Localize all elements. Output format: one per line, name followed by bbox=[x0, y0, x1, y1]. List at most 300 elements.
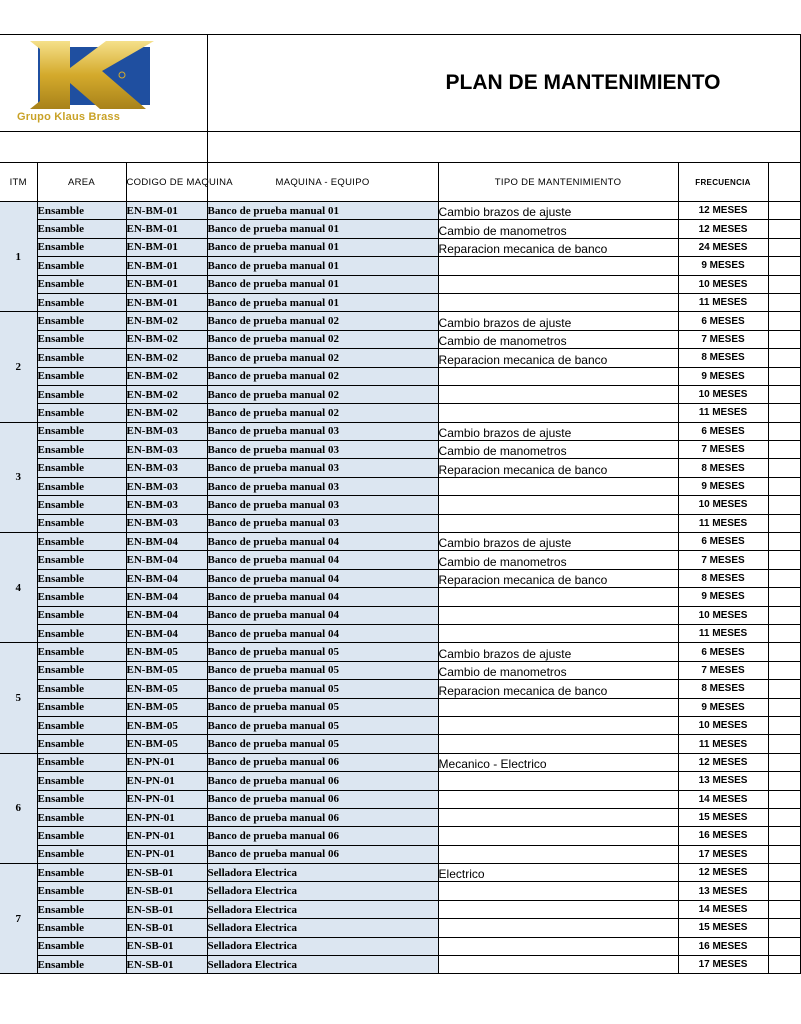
tipo-cell: Cambio de manometros bbox=[438, 441, 678, 459]
frecuencia-cell: 15 MESES bbox=[678, 808, 768, 826]
area-cell: Ensamble bbox=[37, 330, 126, 348]
codigo-cell: EN-BM-02 bbox=[126, 385, 207, 403]
maquina-cell: Banco de prueba manual 03 bbox=[207, 477, 438, 495]
col-header-tipo: TIPO DE MANTENIMIENTO bbox=[438, 163, 678, 202]
maquina-cell: Banco de prueba manual 04 bbox=[207, 533, 438, 551]
table-row bbox=[0, 900, 800, 918]
table-row bbox=[0, 716, 800, 734]
codigo-cell: EN-SB-01 bbox=[126, 882, 207, 900]
area-cell: Ensamble bbox=[37, 422, 126, 440]
tipo-cell bbox=[438, 808, 678, 826]
area-cell: Ensamble bbox=[37, 900, 126, 918]
area-cell: Ensamble bbox=[37, 624, 126, 642]
area-cell: Ensamble bbox=[37, 293, 126, 311]
spacer-cell-left bbox=[0, 132, 207, 163]
table-row bbox=[0, 293, 800, 311]
tipo-cell: Reparacion mecanica de banco bbox=[438, 680, 678, 698]
logo-cell bbox=[0, 35, 207, 132]
codigo-cell: EN-PN-01 bbox=[126, 827, 207, 845]
maquina-cell: Banco de prueba manual 05 bbox=[207, 735, 438, 753]
area-cell: Ensamble bbox=[37, 514, 126, 532]
title-row bbox=[0, 35, 800, 132]
area-cell: Ensamble bbox=[37, 772, 126, 790]
codigo-cell: EN-SB-01 bbox=[126, 956, 207, 974]
frecuencia-cell: 10 MESES bbox=[678, 385, 768, 403]
maquina-cell: Banco de prueba manual 04 bbox=[207, 624, 438, 642]
frecuencia-cell: 11 MESES bbox=[678, 624, 768, 642]
area-cell: Ensamble bbox=[37, 937, 126, 955]
table-row bbox=[0, 275, 800, 293]
frecuencia-cell: 11 MESES bbox=[678, 735, 768, 753]
table-row bbox=[0, 330, 800, 348]
maquina-cell: Banco de prueba manual 05 bbox=[207, 680, 438, 698]
table-row bbox=[0, 422, 800, 440]
maquina-cell: Banco de prueba manual 04 bbox=[207, 551, 438, 569]
table-row bbox=[0, 956, 800, 974]
frecuencia-cell: 7 MESES bbox=[678, 441, 768, 459]
codigo-cell: EN-BM-02 bbox=[126, 312, 207, 330]
codigo-cell: EN-PN-01 bbox=[126, 790, 207, 808]
area-cell: Ensamble bbox=[37, 698, 126, 716]
table-row bbox=[0, 257, 800, 275]
area-cell: Ensamble bbox=[37, 661, 126, 679]
table-row bbox=[0, 404, 800, 422]
table-row bbox=[0, 864, 800, 882]
codigo-cell: EN-BM-05 bbox=[126, 735, 207, 753]
maquina-cell: Banco de prueba manual 01 bbox=[207, 293, 438, 311]
maquina-cell: Banco de prueba manual 04 bbox=[207, 588, 438, 606]
table-row bbox=[0, 808, 800, 826]
extra-cell bbox=[768, 900, 800, 918]
itm-cell: 4 bbox=[0, 533, 37, 643]
codigo-cell: EN-BM-04 bbox=[126, 624, 207, 642]
extra-cell bbox=[768, 367, 800, 385]
tipo-cell bbox=[438, 496, 678, 514]
tipo-cell bbox=[438, 827, 678, 845]
spacer-cell-right bbox=[207, 132, 800, 163]
frecuencia-cell: 6 MESES bbox=[678, 312, 768, 330]
area-cell: Ensamble bbox=[37, 606, 126, 624]
frecuencia-cell: 6 MESES bbox=[678, 643, 768, 661]
extra-cell bbox=[768, 661, 800, 679]
extra-cell bbox=[768, 588, 800, 606]
maquina-cell: Banco de prueba manual 01 bbox=[207, 275, 438, 293]
area-cell: Ensamble bbox=[37, 202, 126, 220]
maquina-cell: Banco de prueba manual 06 bbox=[207, 808, 438, 826]
codigo-cell: EN-BM-04 bbox=[126, 551, 207, 569]
extra-cell bbox=[768, 385, 800, 403]
extra-cell bbox=[768, 956, 800, 974]
maquina-cell: Banco de prueba manual 02 bbox=[207, 312, 438, 330]
table-row bbox=[0, 680, 800, 698]
tipo-cell bbox=[438, 919, 678, 937]
itm-cell: 1 bbox=[0, 202, 37, 312]
table-row bbox=[0, 312, 800, 330]
area-cell: Ensamble bbox=[37, 680, 126, 698]
table-row bbox=[0, 385, 800, 403]
extra-cell bbox=[768, 808, 800, 826]
maquina-cell: Banco de prueba manual 03 bbox=[207, 496, 438, 514]
maquina-cell: Banco de prueba manual 03 bbox=[207, 459, 438, 477]
tipo-cell bbox=[438, 735, 678, 753]
area-cell: Ensamble bbox=[37, 551, 126, 569]
frecuencia-cell: 14 MESES bbox=[678, 900, 768, 918]
tipo-cell bbox=[438, 367, 678, 385]
codigo-cell: EN-BM-01 bbox=[126, 202, 207, 220]
extra-cell bbox=[768, 330, 800, 348]
codigo-cell: EN-BM-01 bbox=[126, 293, 207, 311]
itm-cell: 3 bbox=[0, 422, 37, 532]
frecuencia-cell: 12 MESES bbox=[678, 202, 768, 220]
table-row bbox=[0, 477, 800, 495]
codigo-cell: EN-BM-04 bbox=[126, 588, 207, 606]
frecuencia-cell: 11 MESES bbox=[678, 404, 768, 422]
area-cell: Ensamble bbox=[37, 459, 126, 477]
extra-cell bbox=[768, 459, 800, 477]
frecuencia-cell: 12 MESES bbox=[678, 864, 768, 882]
table-row bbox=[0, 753, 800, 771]
codigo-cell: EN-BM-01 bbox=[126, 275, 207, 293]
tipo-cell: Reparacion mecanica de banco bbox=[438, 459, 678, 477]
frecuencia-cell: 13 MESES bbox=[678, 772, 768, 790]
frecuencia-cell: 10 MESES bbox=[678, 716, 768, 734]
itm-cell: 6 bbox=[0, 753, 37, 863]
table-row bbox=[0, 569, 800, 587]
brand-name: Grupo Klaus Brass bbox=[17, 111, 121, 123]
maquina-cell: Banco de prueba manual 06 bbox=[207, 790, 438, 808]
area-cell: Ensamble bbox=[37, 864, 126, 882]
extra-cell bbox=[768, 864, 800, 882]
extra-cell bbox=[768, 238, 800, 256]
maquina-cell: Banco de prueba manual 01 bbox=[207, 238, 438, 256]
tipo-cell bbox=[438, 716, 678, 734]
table-row bbox=[0, 441, 800, 459]
codigo-cell: EN-BM-02 bbox=[126, 330, 207, 348]
itm-cell: 5 bbox=[0, 643, 37, 753]
extra-cell bbox=[768, 533, 800, 551]
col-header-itm: ITM bbox=[0, 163, 37, 202]
codigo-cell: EN-BM-02 bbox=[126, 367, 207, 385]
frecuencia-cell: 17 MESES bbox=[678, 845, 768, 863]
maquina-cell: Banco de prueba manual 02 bbox=[207, 404, 438, 422]
table-row bbox=[0, 845, 800, 863]
area-cell: Ensamble bbox=[37, 790, 126, 808]
extra-cell bbox=[768, 496, 800, 514]
area-cell: Ensamble bbox=[37, 441, 126, 459]
area-cell: Ensamble bbox=[37, 735, 126, 753]
table-row bbox=[0, 937, 800, 955]
col-header-extra bbox=[768, 163, 800, 202]
codigo-cell: EN-BM-03 bbox=[126, 496, 207, 514]
maquina-cell: Banco de prueba manual 03 bbox=[207, 422, 438, 440]
codigo-cell: EN-BM-03 bbox=[126, 441, 207, 459]
table-row bbox=[0, 533, 800, 551]
codigo-cell: EN-BM-05 bbox=[126, 643, 207, 661]
maquina-cell: Banco de prueba manual 06 bbox=[207, 753, 438, 771]
extra-cell bbox=[768, 220, 800, 238]
table-row bbox=[0, 202, 800, 220]
table-row bbox=[0, 698, 800, 716]
table-row bbox=[0, 367, 800, 385]
codigo-cell: EN-SB-01 bbox=[126, 900, 207, 918]
codigo-cell: EN-PN-01 bbox=[126, 772, 207, 790]
codigo-cell: EN-BM-05 bbox=[126, 698, 207, 716]
codigo-cell: EN-BM-03 bbox=[126, 514, 207, 532]
frecuencia-cell: 8 MESES bbox=[678, 680, 768, 698]
maquina-cell: Selladora Electrica bbox=[207, 882, 438, 900]
extra-cell bbox=[768, 919, 800, 937]
extra-cell bbox=[768, 827, 800, 845]
extra-cell bbox=[768, 349, 800, 367]
extra-cell bbox=[768, 772, 800, 790]
maquina-cell: Selladora Electrica bbox=[207, 937, 438, 955]
tipo-cell bbox=[438, 698, 678, 716]
codigo-cell: EN-BM-03 bbox=[126, 422, 207, 440]
frecuencia-cell: 10 MESES bbox=[678, 275, 768, 293]
tipo-cell: Mecanico - Electrico bbox=[438, 753, 678, 771]
codigo-cell: EN-SB-01 bbox=[126, 919, 207, 937]
maquina-cell: Banco de prueba manual 04 bbox=[207, 606, 438, 624]
frecuencia-cell: 6 MESES bbox=[678, 533, 768, 551]
table-row bbox=[0, 238, 800, 256]
col-header-codigo: CODIGO DE MAQUINA bbox=[126, 163, 207, 202]
extra-cell bbox=[768, 257, 800, 275]
maquina-cell: Banco de prueba manual 06 bbox=[207, 845, 438, 863]
tipo-cell bbox=[438, 477, 678, 495]
itm-cell: 7 bbox=[0, 864, 37, 974]
area-cell: Ensamble bbox=[37, 496, 126, 514]
maquina-cell: Banco de prueba manual 02 bbox=[207, 349, 438, 367]
area-cell: Ensamble bbox=[37, 533, 126, 551]
maquina-cell: Banco de prueba manual 05 bbox=[207, 698, 438, 716]
codigo-cell: EN-BM-03 bbox=[126, 459, 207, 477]
extra-cell bbox=[768, 790, 800, 808]
area-cell: Ensamble bbox=[37, 956, 126, 974]
codigo-cell: EN-BM-01 bbox=[126, 238, 207, 256]
area-cell: Ensamble bbox=[37, 919, 126, 937]
col-header-maquina: MAQUINA - EQUIPO bbox=[207, 163, 438, 202]
area-cell: Ensamble bbox=[37, 238, 126, 256]
codigo-cell: EN-BM-04 bbox=[126, 569, 207, 587]
extra-cell bbox=[768, 404, 800, 422]
codigo-cell: EN-BM-02 bbox=[126, 404, 207, 422]
itm-cell: 2 bbox=[0, 312, 37, 422]
frecuencia-cell: 11 MESES bbox=[678, 293, 768, 311]
area-cell: Ensamble bbox=[37, 257, 126, 275]
codigo-cell: EN-PN-01 bbox=[126, 753, 207, 771]
table-row bbox=[0, 735, 800, 753]
tipo-cell bbox=[438, 257, 678, 275]
tipo-cell bbox=[438, 772, 678, 790]
extra-cell bbox=[768, 422, 800, 440]
codigo-cell: EN-BM-03 bbox=[126, 477, 207, 495]
tipo-cell bbox=[438, 937, 678, 955]
table-row bbox=[0, 220, 800, 238]
tipo-cell: Cambio de manometros bbox=[438, 220, 678, 238]
maquina-cell: Selladora Electrica bbox=[207, 900, 438, 918]
table-row bbox=[0, 827, 800, 845]
frecuencia-cell: 10 MESES bbox=[678, 606, 768, 624]
frecuencia-cell: 8 MESES bbox=[678, 349, 768, 367]
maquina-cell: Banco de prueba manual 06 bbox=[207, 827, 438, 845]
maquina-cell: Selladora Electrica bbox=[207, 864, 438, 882]
extra-cell bbox=[768, 643, 800, 661]
tipo-cell bbox=[438, 275, 678, 293]
extra-cell bbox=[768, 753, 800, 771]
extra-cell bbox=[768, 624, 800, 642]
table-row bbox=[0, 882, 800, 900]
table-row bbox=[0, 919, 800, 937]
tipo-cell bbox=[438, 790, 678, 808]
table-row bbox=[0, 588, 800, 606]
extra-cell bbox=[768, 312, 800, 330]
frecuencia-cell: 12 MESES bbox=[678, 753, 768, 771]
col-header-frecuencia: FRECUENCIA bbox=[678, 163, 768, 202]
frecuencia-cell: 8 MESES bbox=[678, 569, 768, 587]
table-row bbox=[0, 790, 800, 808]
frecuencia-cell: 17 MESES bbox=[678, 956, 768, 974]
extra-cell bbox=[768, 606, 800, 624]
maquina-cell: Banco de prueba manual 02 bbox=[207, 330, 438, 348]
frecuencia-cell: 9 MESES bbox=[678, 257, 768, 275]
codigo-cell: EN-BM-05 bbox=[126, 716, 207, 734]
codigo-cell: EN-BM-01 bbox=[126, 220, 207, 238]
maquina-cell: Banco de prueba manual 02 bbox=[207, 367, 438, 385]
extra-cell bbox=[768, 716, 800, 734]
col-header-area: AREA bbox=[37, 163, 126, 202]
tipo-cell bbox=[438, 385, 678, 403]
frecuencia-cell: 7 MESES bbox=[678, 551, 768, 569]
frecuencia-cell: 24 MESES bbox=[678, 238, 768, 256]
codigo-cell: EN-BM-01 bbox=[126, 257, 207, 275]
extra-cell bbox=[768, 275, 800, 293]
title-cell bbox=[207, 35, 800, 132]
extra-cell bbox=[768, 477, 800, 495]
maquina-cell: Banco de prueba manual 05 bbox=[207, 661, 438, 679]
maquina-cell: Selladora Electrica bbox=[207, 956, 438, 974]
tipo-cell bbox=[438, 293, 678, 311]
tipo-cell: Reparacion mecanica de banco bbox=[438, 349, 678, 367]
maquina-cell: Banco de prueba manual 04 bbox=[207, 569, 438, 587]
table-row bbox=[0, 643, 800, 661]
tipo-cell: Cambio brazos de ajuste bbox=[438, 202, 678, 220]
codigo-cell: EN-PN-01 bbox=[126, 808, 207, 826]
frecuencia-cell: 8 MESES bbox=[678, 459, 768, 477]
tipo-cell: Cambio brazos de ajuste bbox=[438, 312, 678, 330]
tipo-cell: Cambio brazos de ajuste bbox=[438, 643, 678, 661]
area-cell: Ensamble bbox=[37, 367, 126, 385]
codigo-cell: EN-BM-02 bbox=[126, 349, 207, 367]
frecuencia-cell: 9 MESES bbox=[678, 698, 768, 716]
area-cell: Ensamble bbox=[37, 404, 126, 422]
tipo-cell: Cambio de manometros bbox=[438, 330, 678, 348]
table-row bbox=[0, 624, 800, 642]
area-cell: Ensamble bbox=[37, 753, 126, 771]
area-cell: Ensamble bbox=[37, 588, 126, 606]
maquina-cell: Banco de prueba manual 03 bbox=[207, 441, 438, 459]
extra-cell bbox=[768, 514, 800, 532]
area-cell: Ensamble bbox=[37, 349, 126, 367]
frecuencia-cell: 13 MESES bbox=[678, 882, 768, 900]
codigo-cell: EN-BM-04 bbox=[126, 533, 207, 551]
extra-cell bbox=[768, 551, 800, 569]
frecuencia-cell: 7 MESES bbox=[678, 661, 768, 679]
spacer-row bbox=[0, 132, 800, 163]
extra-cell bbox=[768, 882, 800, 900]
frecuencia-cell: 15 MESES bbox=[678, 919, 768, 937]
extra-cell bbox=[768, 569, 800, 587]
maquina-cell: Banco de prueba manual 06 bbox=[207, 772, 438, 790]
area-cell: Ensamble bbox=[37, 275, 126, 293]
table-row bbox=[0, 349, 800, 367]
frecuencia-cell: 11 MESES bbox=[678, 514, 768, 532]
frecuencia-cell: 16 MESES bbox=[678, 937, 768, 955]
frecuencia-cell: 9 MESES bbox=[678, 367, 768, 385]
table-row bbox=[0, 772, 800, 790]
area-cell: Ensamble bbox=[37, 385, 126, 403]
klaus-brass-logo-icon bbox=[30, 41, 156, 111]
table-row bbox=[0, 496, 800, 514]
extra-cell bbox=[768, 680, 800, 698]
tipo-cell: Reparacion mecanica de banco bbox=[438, 238, 678, 256]
area-cell: Ensamble bbox=[37, 220, 126, 238]
area-cell: Ensamble bbox=[37, 827, 126, 845]
tipo-cell: Cambio brazos de ajuste bbox=[438, 422, 678, 440]
table-row bbox=[0, 514, 800, 532]
extra-cell bbox=[768, 845, 800, 863]
maquina-cell: Banco de prueba manual 05 bbox=[207, 643, 438, 661]
tipo-cell bbox=[438, 624, 678, 642]
tipo-cell bbox=[438, 606, 678, 624]
frecuencia-cell: 10 MESES bbox=[678, 496, 768, 514]
codigo-cell: EN-BM-04 bbox=[126, 606, 207, 624]
extra-cell bbox=[768, 202, 800, 220]
tipo-cell bbox=[438, 882, 678, 900]
tipo-cell: Cambio de manometros bbox=[438, 551, 678, 569]
tipo-cell: Reparacion mecanica de banco bbox=[438, 569, 678, 587]
frecuencia-cell: 14 MESES bbox=[678, 790, 768, 808]
tipo-cell bbox=[438, 404, 678, 422]
extra-cell bbox=[768, 698, 800, 716]
table-row bbox=[0, 459, 800, 477]
tipo-cell bbox=[438, 956, 678, 974]
tipo-cell: Cambio de manometros bbox=[438, 661, 678, 679]
extra-cell bbox=[768, 293, 800, 311]
tipo-cell bbox=[438, 588, 678, 606]
area-cell: Ensamble bbox=[37, 882, 126, 900]
codigo-cell: EN-SB-01 bbox=[126, 937, 207, 955]
tipo-cell: Electrico bbox=[438, 864, 678, 882]
maintenance-sheet bbox=[0, 34, 801, 974]
page-title: PLAN DE MANTENIMIENTO bbox=[445, 71, 721, 94]
area-cell: Ensamble bbox=[37, 845, 126, 863]
codigo-cell: EN-SB-01 bbox=[126, 864, 207, 882]
frecuencia-cell: 12 MESES bbox=[678, 220, 768, 238]
area-cell: Ensamble bbox=[37, 477, 126, 495]
tipo-cell bbox=[438, 845, 678, 863]
codigo-cell: EN-BM-05 bbox=[126, 661, 207, 679]
frecuencia-cell: 9 MESES bbox=[678, 588, 768, 606]
table-row bbox=[0, 551, 800, 569]
codigo-cell: EN-PN-01 bbox=[126, 845, 207, 863]
column-header-row bbox=[0, 163, 800, 202]
frecuencia-cell: 16 MESES bbox=[678, 827, 768, 845]
table-row bbox=[0, 661, 800, 679]
frecuencia-cell: 6 MESES bbox=[678, 422, 768, 440]
maquina-cell: Banco de prueba manual 01 bbox=[207, 220, 438, 238]
maquina-cell: Banco de prueba manual 05 bbox=[207, 716, 438, 734]
maquina-cell: Banco de prueba manual 01 bbox=[207, 257, 438, 275]
